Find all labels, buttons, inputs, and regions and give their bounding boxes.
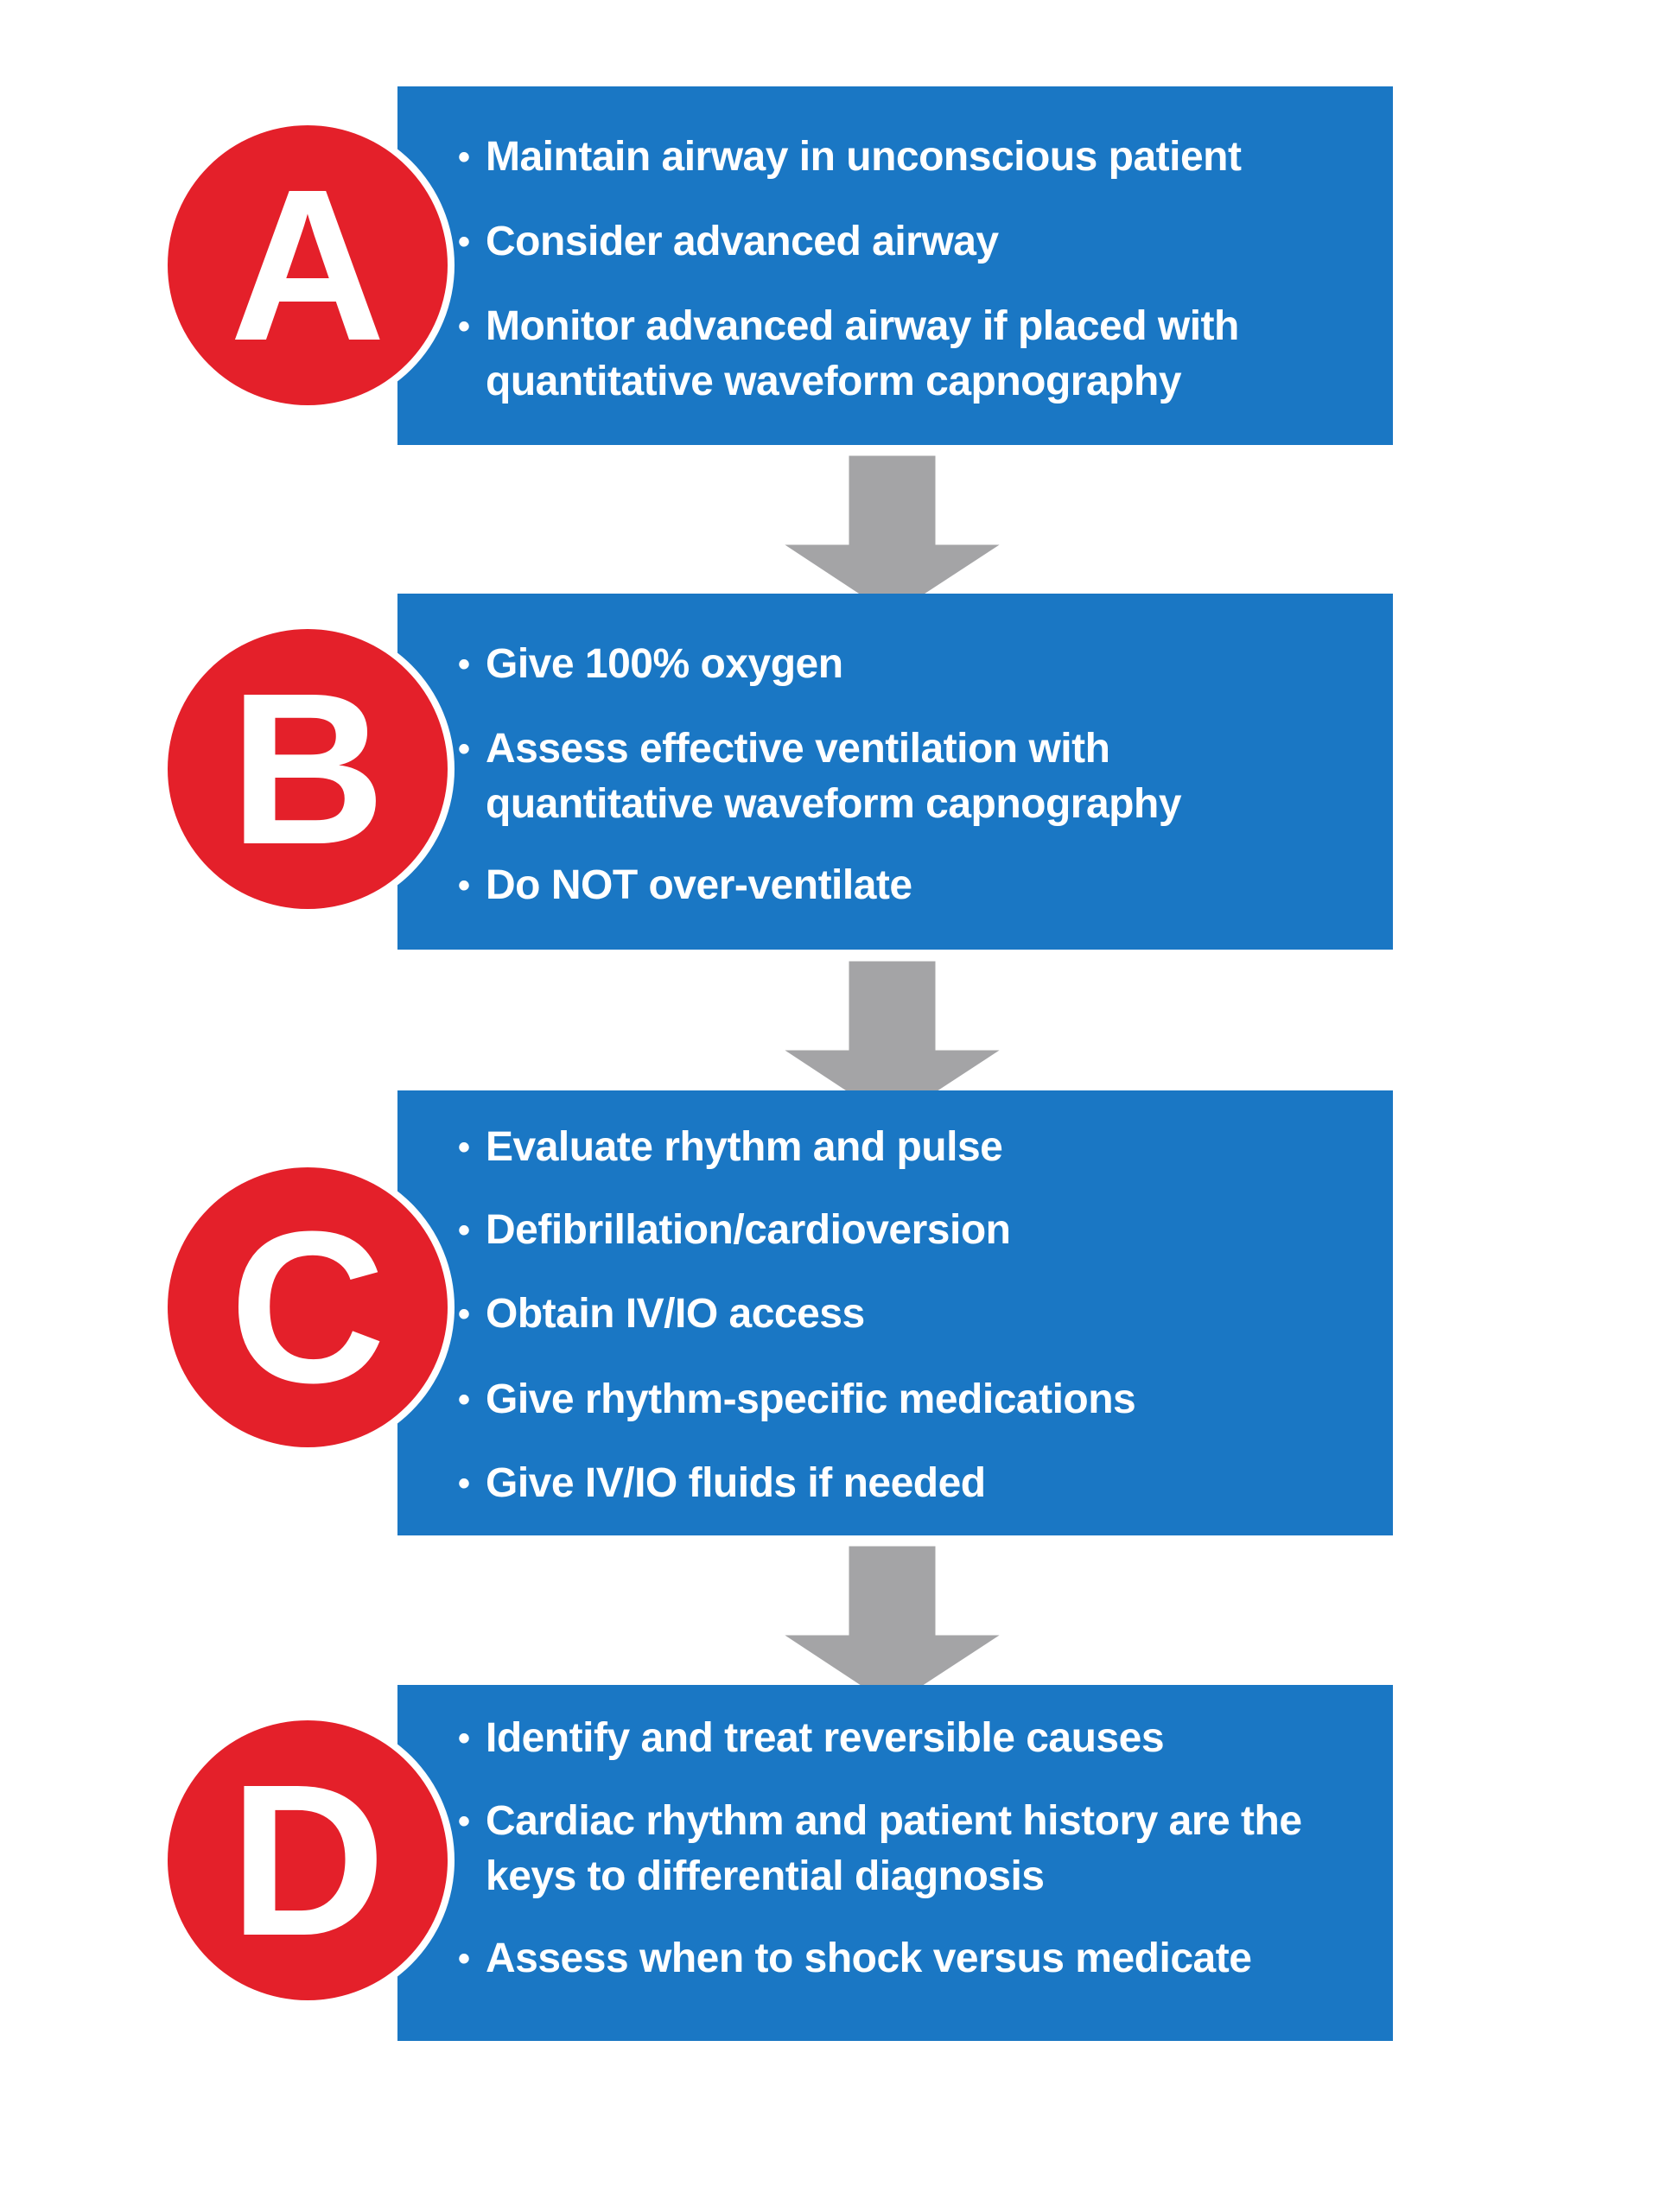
- step-a-letter: A: [168, 125, 448, 405]
- step-c-item-3: • Obtain IV/IO access: [486, 1287, 1367, 1342]
- step-b-item-3: • Do NOT over-ventilate: [486, 858, 1367, 913]
- step-b-item-1: • Give 100% oxygen: [486, 637, 1367, 692]
- bullet-icon: •: [458, 1719, 470, 1758]
- step-d-item-3: • Assess when to shock versus medicate: [486, 1931, 1367, 1986]
- step-c-item-5: • Give IV/IO fluids if needed: [486, 1456, 1367, 1511]
- step-a-item-2: • Consider advanced airway: [486, 214, 1367, 270]
- bullet-icon: •: [458, 1295, 470, 1333]
- step-b-badge: [161, 622, 455, 916]
- bullet-icon: •: [458, 138, 470, 176]
- step-c-panel: [397, 1090, 1393, 1535]
- step-d-item-2: • Cardiac rhythm and patient history are the keys to differential diagnosis: [486, 1794, 1376, 1904]
- bullet-icon: •: [458, 645, 470, 683]
- bullet-icon: •: [458, 308, 470, 346]
- step-c-item-2: • Defibrillation/cardioversion: [486, 1203, 1367, 1258]
- step-a-item-1: • Maintain airway in unconscious patient: [486, 130, 1367, 185]
- step-d-item-1: • Identify and treat reversible causes: [486, 1711, 1367, 1766]
- step-d-panel: [397, 1685, 1393, 2041]
- bullet-icon: •: [458, 223, 470, 261]
- step-b-item-2: • Assess effective ventilation with quantitative waveform capnography: [486, 721, 1332, 832]
- step-c-item-1: • Evaluate rhythm and pulse: [486, 1120, 1367, 1175]
- down-arrow-icon: [778, 1544, 1007, 1708]
- step-c-letter: C: [168, 1167, 448, 1447]
- bullet-icon: •: [458, 730, 470, 768]
- bullet-icon: •: [458, 867, 470, 905]
- step-c-badge: [161, 1160, 455, 1454]
- step-a-badge: [161, 118, 455, 412]
- bullet-icon: •: [458, 1465, 470, 1503]
- bullet-icon: •: [458, 1940, 470, 1978]
- step-d-letter: D: [168, 1720, 448, 2000]
- step-d-badge: [161, 1713, 455, 2007]
- bullet-icon: •: [458, 1128, 470, 1166]
- bullet-icon: •: [458, 1381, 470, 1419]
- bullet-icon: •: [458, 1211, 470, 1249]
- step-b-panel: [397, 594, 1393, 950]
- step-a-item-3: • Monitor advanced airway if placed with quantitative waveform capnography: [486, 299, 1376, 410]
- step-b-letter: B: [168, 629, 448, 909]
- bullet-icon: •: [458, 1802, 470, 1840]
- step-c-item-4: • Give rhythm-specific medications: [486, 1372, 1367, 1427]
- step-a-panel: [397, 86, 1393, 445]
